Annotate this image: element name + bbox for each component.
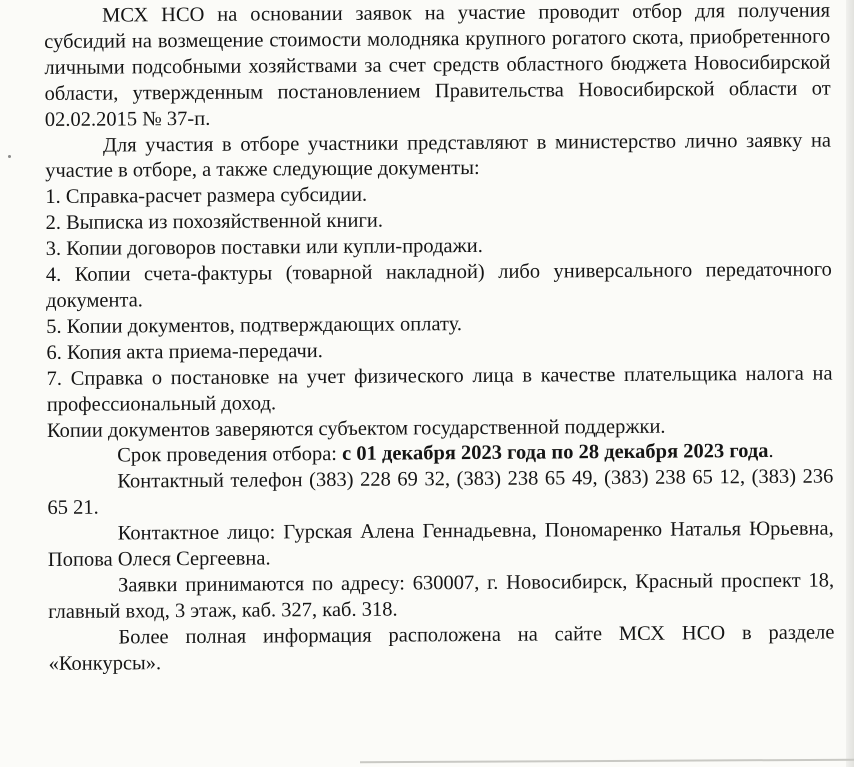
document-item-1: 1. Справка-расчет размера субсидии.	[45, 184, 368, 209]
deadline-label: Срок проведения отбора:	[117, 443, 343, 467]
application-address: Заявки принимаются по адресу: 630007, г. Новосибирск, Красный проспект 18, главный вход, 3 этаж, каб. 327, каб. 318.	[48, 569, 835, 623]
document-item-6: 6. Копия акта приема-передачи.	[46, 339, 323, 364]
deadline-end: .	[768, 440, 774, 463]
scan-speck	[8, 155, 11, 158]
document-item-5: 5. Копии документов, подтверждающих оплату.	[46, 312, 463, 338]
contact-person: Контактное лицо: Гурская Алена Геннадьевна, Пономаренко Наталья Юрьевна, Попова Олеся Сергеевна.	[47, 517, 834, 572]
document-item-7: 7. Справка о постановке на учет физического лица в качестве плательщика налога на профессиональный доход.	[46, 362, 833, 416]
document-item-4: 4. Копии счета-фактуры (товарной накладной) либо универсального передаточного документа.	[45, 258, 832, 312]
certification-note: Копии документов заверяются субъектом государственной поддержки.	[46, 415, 666, 442]
page-bottom-edge	[360, 759, 854, 764]
document-item-3: 3. Копии договоров поставки или купли-продажи.	[45, 235, 483, 261]
notice-body	[44, 0, 835, 678]
contact-phone: Контактный телефон (383) 228 69 32, (383) 238 65 49, (383) 238 65 12, (383) 236 65 21.	[47, 465, 834, 520]
page-fold-shadow	[846, 0, 854, 767]
more-info: Более полная информация расположена на сайте МСХ НСО в разделе «Конкурсы».	[48, 621, 835, 675]
document-item-2: 2. Выписка из похозяйственной книги.	[45, 209, 383, 235]
intro-paragraph: МСХ НСО на основании заявок на участие проводит отбор для получения субсидий на возмещение стоимости молодняка крупного рогатого скота, приобретенного личными подсобными хозяйствами за счет средств областного бюджета Новосибирской области, утвержденным постановлением Правительства Новосибирской области от 02.02.2015 № 37-п.	[44, 0, 831, 131]
documents-intro: Для участия в отборе участники представляют в министерство лично заявку на участие в отборе, а также следующие документы:	[45, 129, 832, 183]
deadline-dates: с 01 декабря 2023 года по 28 декабря 2023 года	[342, 440, 769, 466]
